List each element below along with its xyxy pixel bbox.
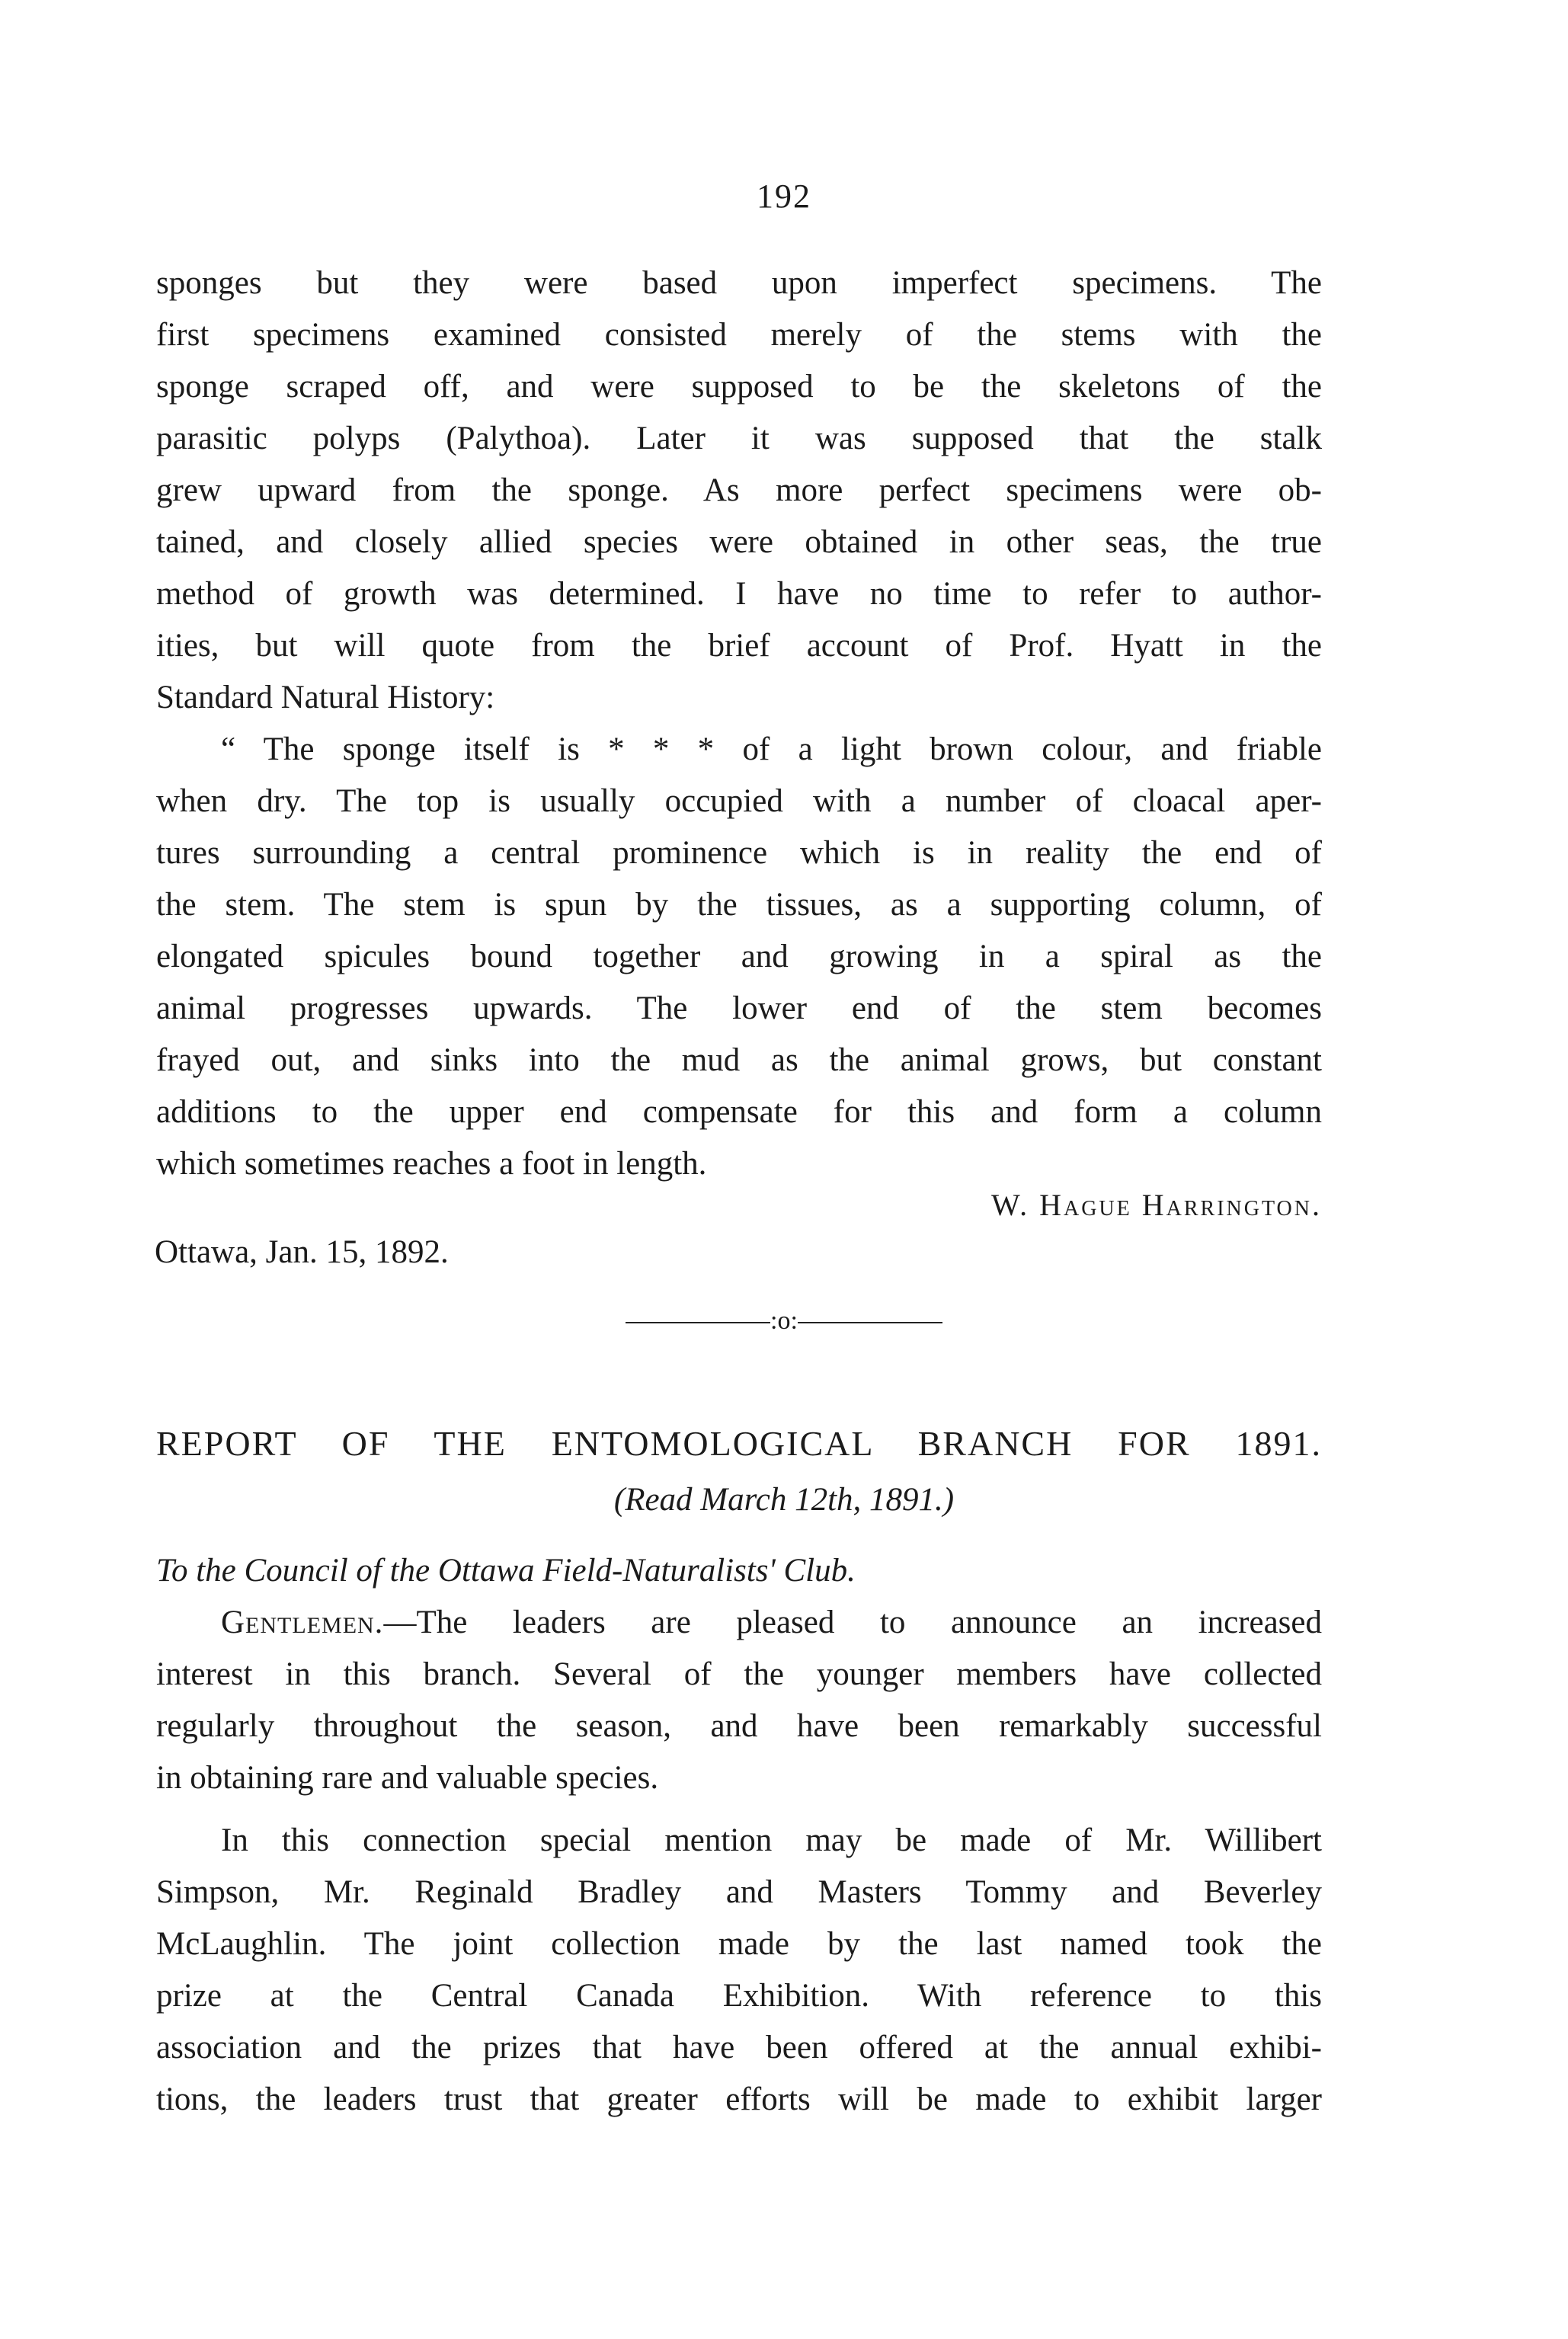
quote-line: the stem. The stem is spun by the tissues, as a supporting column, of bbox=[156, 887, 1322, 923]
text-line: grew upward from the sponge. As more perfect specimens were ob- bbox=[156, 472, 1322, 508]
text-line: parasitic polyps (Palythoa). Later it was supposed that the stalk bbox=[156, 421, 1322, 456]
separator-rule-left bbox=[626, 1322, 770, 1323]
text-line: prize at the Central Canada Exhibition. With reference to this bbox=[156, 1978, 1322, 2014]
quote-line: “ The sponge itself is * * * of a light brown colour, and friable bbox=[221, 731, 1322, 767]
salutation: Gentlemen. bbox=[221, 1605, 384, 1640]
text-line: Simpson, Mr. Reginald Bradley and Masters Tommy and Beverley bbox=[156, 1874, 1322, 1910]
quote-line: when dry. The top is usually occupied with a number of cloacal aper- bbox=[156, 783, 1322, 819]
quote-line: elongated spicules bound together and growing in a spiral as the bbox=[156, 939, 1322, 974]
quote-line: additions to the upper end compensate for this and form a column bbox=[156, 1094, 1322, 1130]
text-line: sponge scraped off, and were supposed to be the skeletons of the bbox=[156, 369, 1322, 405]
text-line: tained, and closely allied species were obtained in other seas, the true bbox=[156, 524, 1322, 560]
paragraph-gap bbox=[156, 1804, 1322, 1815]
separator-mark: :o: bbox=[770, 1307, 798, 1335]
text-line: In this connection special mention may be made of Mr. Willibert bbox=[221, 1822, 1322, 1858]
report-body bbox=[156, 1597, 1322, 2126]
quote-line: animal progresses upwards. The lower end of the stem becomes bbox=[156, 990, 1322, 1026]
addressee: To the Council of the Ottawa Field-Naturalists' Club. bbox=[156, 1553, 856, 1589]
text-line bbox=[156, 1597, 1322, 1649]
text-line: ities, but will quote from the brief account of Prof. Hyatt in the bbox=[156, 628, 1322, 664]
dateline: Ottawa, Jan. 15, 1892. bbox=[155, 1234, 449, 1270]
text-line: tions, the leaders trust that greater efforts will be made to exhibit larger bbox=[156, 2081, 1322, 2117]
text-line: in obtaining rare and valuable species. bbox=[156, 1760, 659, 1796]
text-line: McLaughlin. The joint collection made by the last named took the bbox=[156, 1926, 1322, 1962]
article-continuation bbox=[156, 258, 1322, 1190]
text-line: method of growth was determined. I have no time to refer to author- bbox=[156, 576, 1322, 612]
author-signature: W. Hague Harrington. bbox=[991, 1188, 1322, 1222]
text-line: regularly throughout the season, and have been remarkably successful bbox=[156, 1708, 1322, 1744]
quote-line: tures surrounding a central prominence which is in reality the end of bbox=[156, 835, 1322, 871]
text-line: first specimens examined consisted merely of the stems with the bbox=[156, 317, 1322, 353]
report-heading: REPORT OF THE ENTOMOLOGICAL BRANCH FOR 1891. bbox=[156, 1424, 1322, 1463]
quote-line: which sometimes reaches a foot in length. bbox=[156, 1146, 707, 1182]
section-separator bbox=[0, 1306, 1568, 1336]
separator-rule-right bbox=[798, 1322, 942, 1323]
text-line: association and the prizes that have been offered at the annual exhibi- bbox=[156, 2030, 1322, 2065]
page-number: 192 bbox=[757, 178, 811, 215]
block-quote bbox=[156, 724, 1322, 1190]
text-line: Standard Natural History: bbox=[156, 680, 495, 715]
quote-line: frayed out, and sinks into the mud as the animal grows, but constant bbox=[156, 1042, 1322, 1078]
read-date: (Read March 12th, 1891.) bbox=[613, 1482, 955, 1518]
text-line-rest: —The leaders are pleased to announce an increased bbox=[383, 1605, 1322, 1640]
text-line: interest in this branch. Several of the younger members have collected bbox=[156, 1656, 1322, 1692]
text-line: sponges but they were based upon imperfect specimens. The bbox=[156, 265, 1322, 301]
